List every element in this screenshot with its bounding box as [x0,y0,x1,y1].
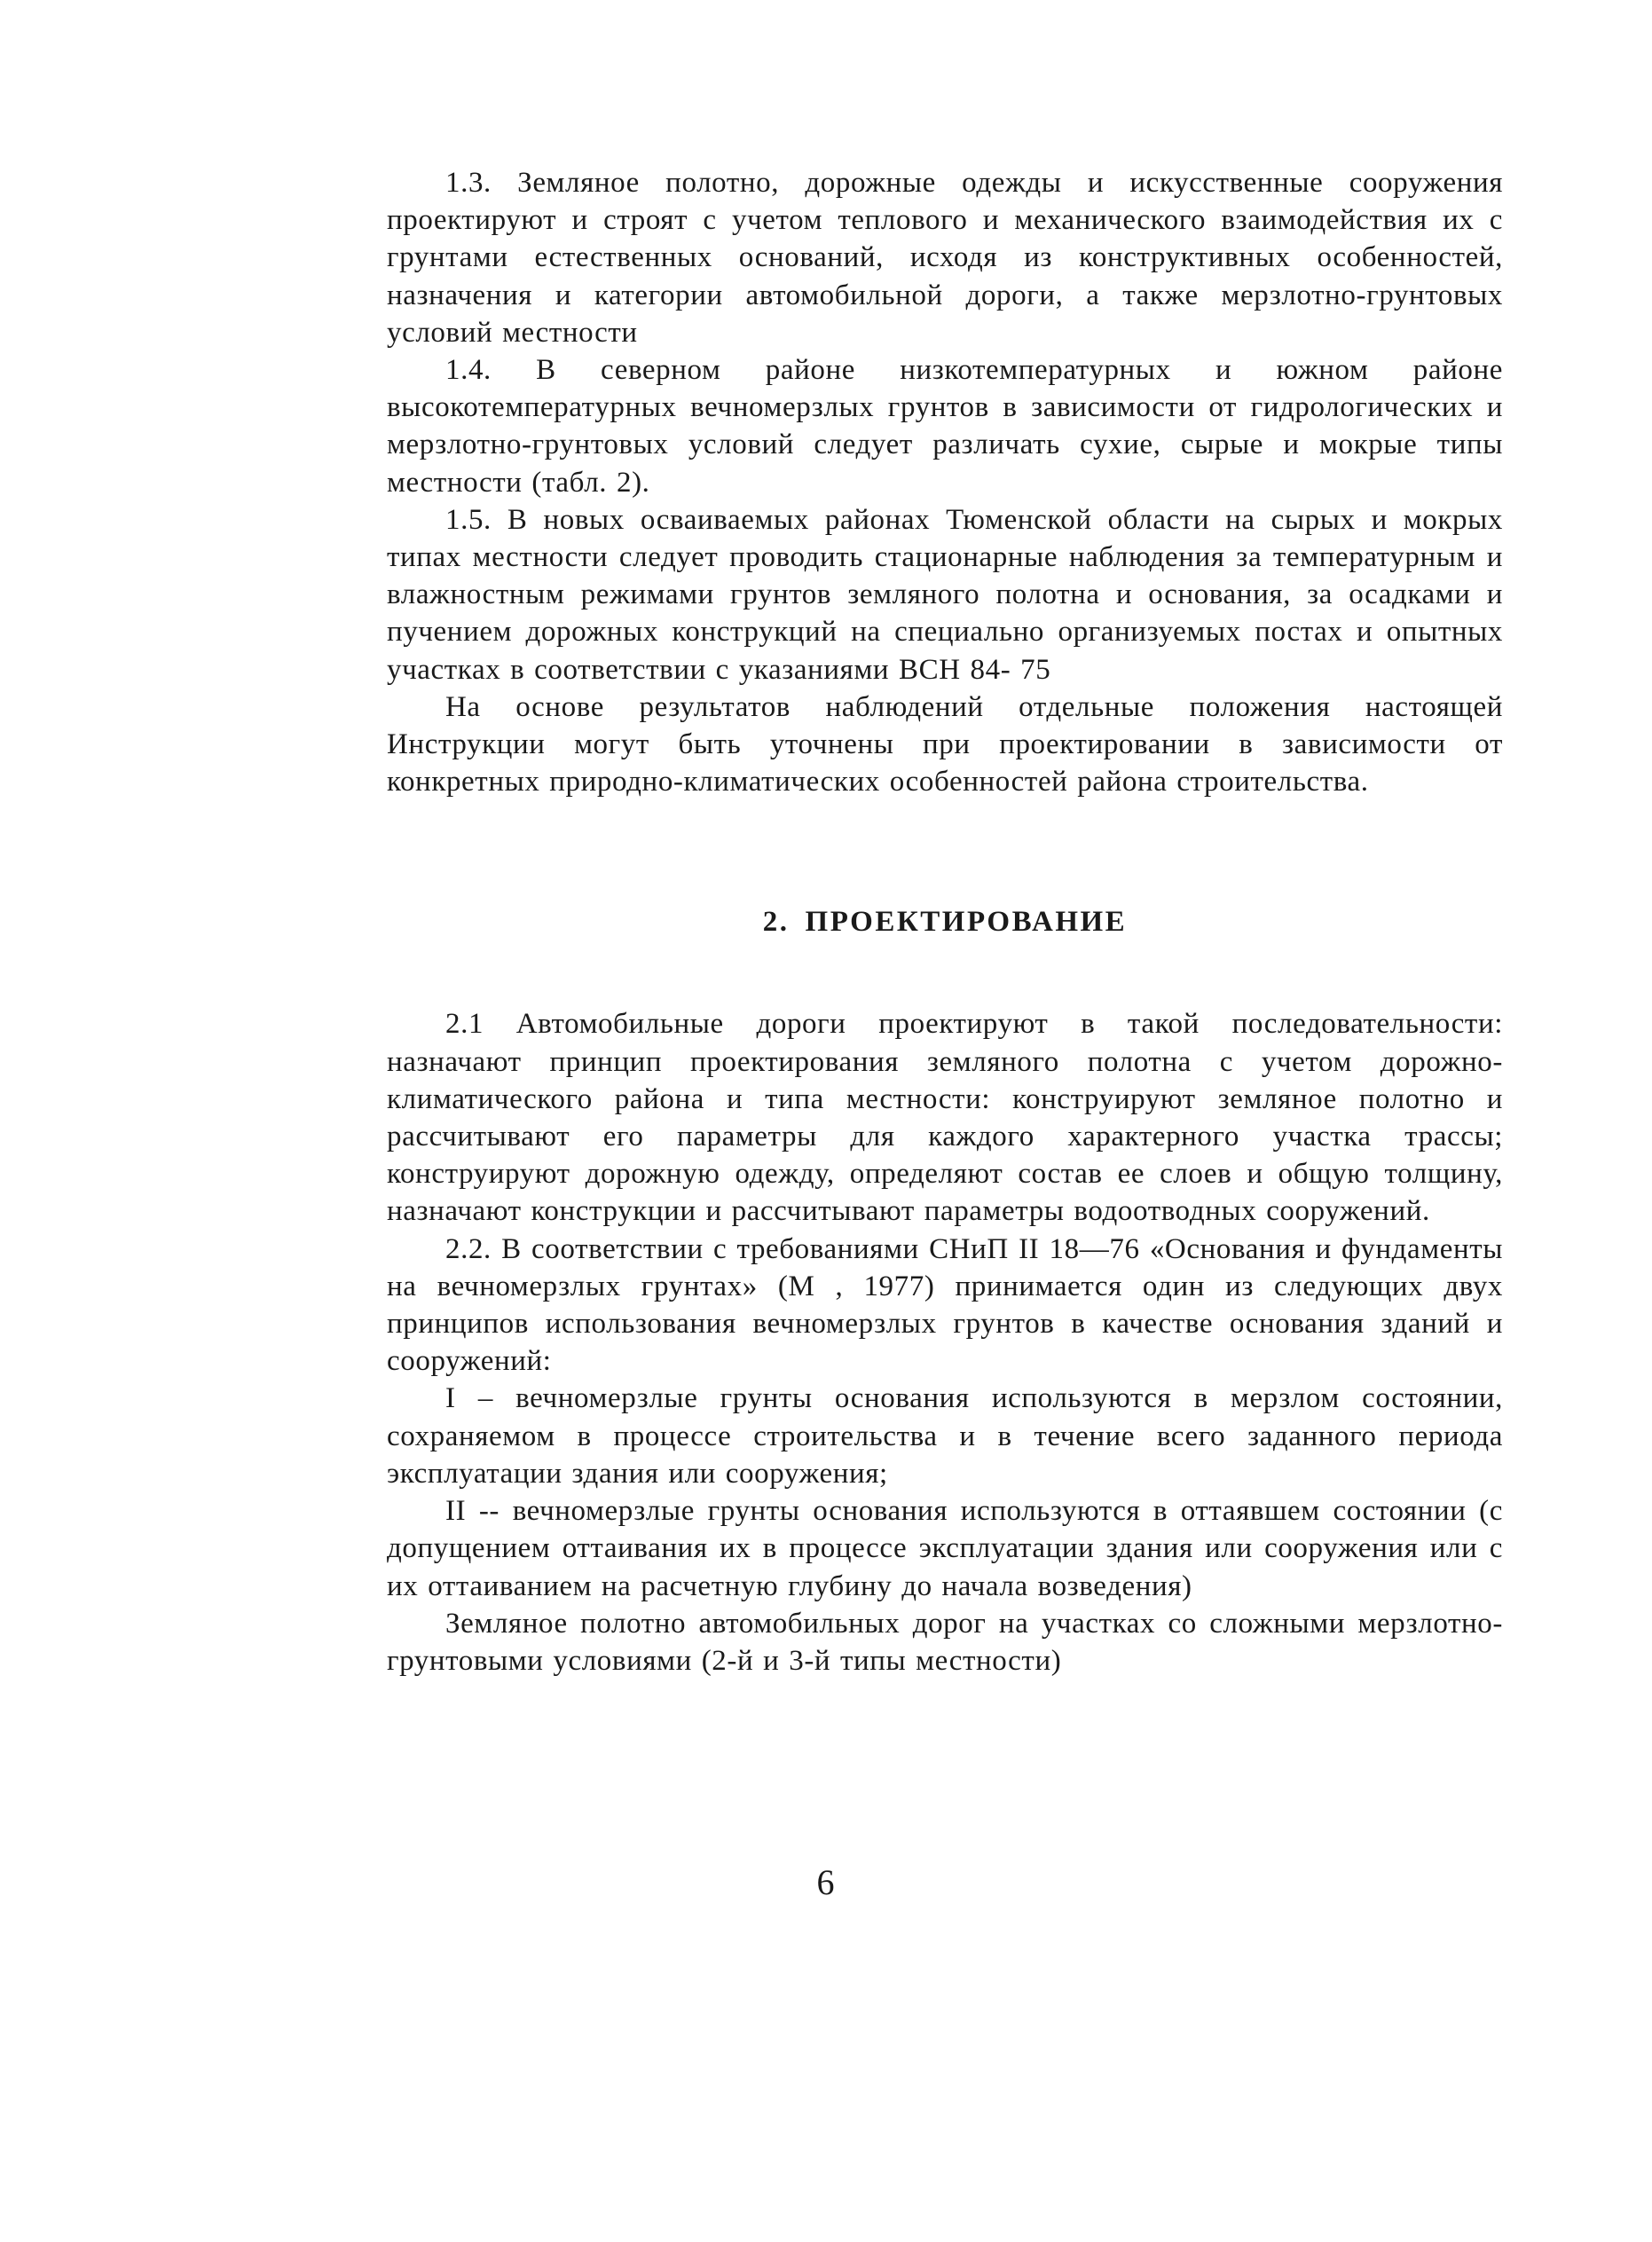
paragraph-1-4: 1.4. В северном районе низкотемпературных и южном районе высокотемпературных вечномерзлых грунтов в зависимости от гидрологических и мерзлотно-грунтовых условий следует различать сухие, сырые и мокрые типы местности (табл. 2). [387,354,1503,499]
paragraph-embankment-continued: Земляное полотно автомобильных дорог на участках со сложными мерзлотно-грунтовыми условиями (2-й и 3-й типы местности) [387,1607,1503,1677]
paragraph-1-3: 1.3. Земляное полотно, дорожные одежды и искусственные сооружения проектируют и строят с учетом теплового и механического взаимодействия их с грунтами естественных оснований, исходя из конструктивных особенностей, назначения и категории автомобильной дороги, а также мерзлотно-грунтовых условий местности [387,167,1503,349]
section-number: 2. [762,906,790,939]
principle-ii-item: II -- вечномерзлые грунты основания используются в оттаявшем состоянии (с допущением оттаивания их в процессе эксплуатации здания или сооружения или с их оттаиванием на расчетную глубину до начала возведения) [387,1495,1503,1602]
page-number: 6 [816,1862,836,1902]
paragraph-observations-note: На основе результатов наблюдений отдельные положения настоящей Инструкции могут быть уточнены при проектировании в зависимости от конкретных природно-климатических особенностей района строительства. [387,690,1503,798]
paragraph-2-1: 2.1 Автомобильные дороги проектируют в такой последовательности: назначают принцип проектирования земляного полотна с учетом дорожно-климатического района и типа местности: конструируют земляное полотно и рассчитывают его параметры для каждого характерного участка трассы; конструируют дорожную одежду, определяют состав ее слоев и общую толщину, назначают конструкции и рассчитывают параметры водоотводных сооружений. [387,1008,1503,1228]
paragraph-2-2: 2.2. В соответствии с требованиями СНиП II 18—76 «Основания и фундаменты на вечномерзлых грунтах» (М , 1977) принимается один из следующих двух принципов использования вечномерзлых грунтов в качестве основания зданий и сооружений: [387,1232,1503,1378]
section-heading [387,902,1503,941]
section-title: ПРОЕКТИРОВАНИЕ [805,906,1128,939]
text-column [387,164,1503,1680]
principle-i-item: I – вечномерзлые грунты основания используются в мерзлом состоянии, сохраняемом в процессе строительства и в течение всего заданного периода эксплуатации здания или сооружения; [387,1382,1503,1490]
paragraph-1-5: 1.5. В новых осваиваемых районах Тюменской области на сырых и мокрых типах местности следует проводить стационарные наблюдения за температурным и влажностным режимами грунтов земляного полотна и основания, за осадками и пучением дорожных конструкций на специально организуемых постах и опытных участках в соответствии с указаниями ВСН 84- 75 [387,503,1503,686]
